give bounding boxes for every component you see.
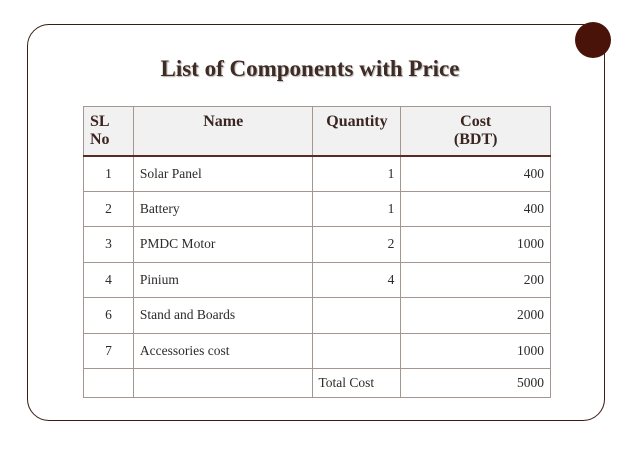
cell-sl: 1 [84, 156, 134, 192]
header-cost-line2: (BDT) [453, 131, 498, 148]
table-row [84, 191, 551, 227]
table-total-row [84, 369, 551, 398]
cell-name: Battery [133, 191, 313, 227]
cell-quantity [313, 298, 401, 334]
table-row [84, 298, 551, 334]
cell-cost: 200 [401, 262, 551, 298]
table-header-row [84, 107, 551, 156]
cell-cost: 1000 [401, 227, 551, 263]
header-cost-line1: Cost [460, 113, 492, 130]
cell-empty [84, 369, 134, 398]
cell-quantity: 1 [313, 191, 401, 227]
cell-cost: 2000 [401, 298, 551, 334]
cell-cost: 400 [401, 191, 551, 227]
corner-dot-decoration [575, 22, 611, 58]
total-cost-value: 5000 [401, 369, 551, 398]
cell-name: Solar Panel [133, 156, 313, 192]
cell-cost: 1000 [401, 333, 551, 369]
cell-quantity: 1 [313, 156, 401, 192]
cell-name: Stand and Boards [133, 298, 313, 334]
cell-sl: 4 [84, 262, 134, 298]
header-sl-no [84, 107, 134, 156]
header-name: Name [133, 107, 313, 156]
cell-empty [133, 369, 313, 398]
cell-cost: 400 [401, 156, 551, 192]
cell-sl: 6 [84, 298, 134, 334]
cell-quantity: 4 [313, 262, 401, 298]
cell-sl: 2 [84, 191, 134, 227]
cell-sl: 3 [84, 227, 134, 263]
header-quantity: Quantity [313, 107, 401, 156]
table-row [84, 227, 551, 263]
total-cost-label: Total Cost [313, 369, 401, 398]
cell-name: PMDC Motor [133, 227, 313, 263]
header-sl-line1: SL [90, 113, 110, 130]
components-price-table [83, 106, 551, 398]
cell-quantity: 2 [313, 227, 401, 263]
slide-title: List of Components with Price [160, 56, 460, 81]
header-sl-line2: No [90, 131, 110, 148]
table-row [84, 333, 551, 369]
table-row [84, 262, 551, 298]
cell-name: Pinium [133, 262, 313, 298]
cell-sl: 7 [84, 333, 134, 369]
table-row [84, 156, 551, 192]
header-cost [401, 107, 551, 156]
cell-quantity [313, 333, 401, 369]
cell-name: Accessories cost [133, 333, 313, 369]
